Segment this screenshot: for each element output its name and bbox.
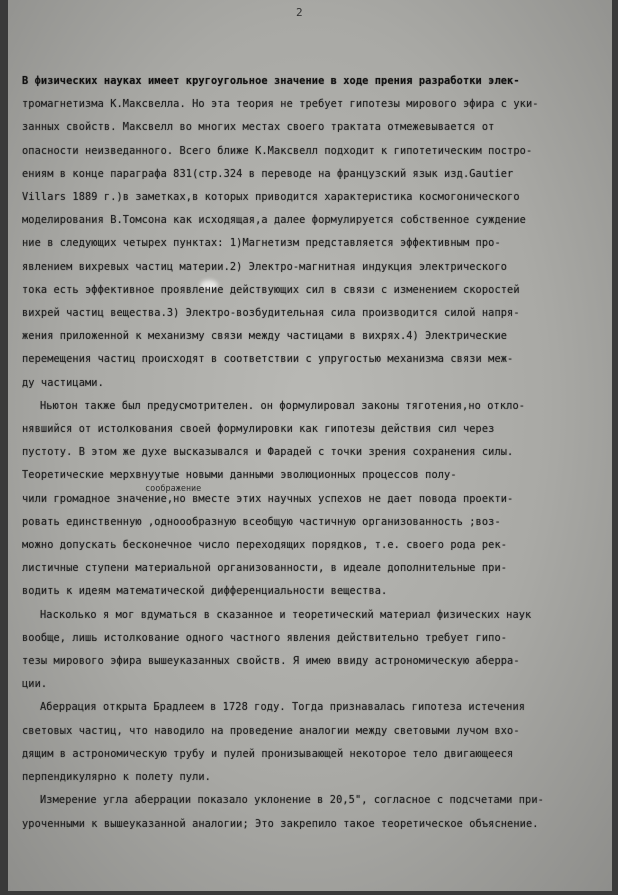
text-line: тезы мирового эфира вышеуказанных свойств. Я имею ввиду астрономическую аберра-	[22, 655, 520, 668]
scan-edge-right	[612, 0, 618, 895]
text-line: Теоретические мерхвнуутые новыми данными эволюционных процессов полу-	[22, 469, 457, 482]
text-line: ции.	[22, 678, 48, 691]
text-line: дящим в астрономическую трубу и пулей пронизывающей некоторое тело двигающееся	[22, 747, 514, 760]
text-line: ду частицами.	[22, 376, 104, 389]
text-line: ние в следующих четырех пунктах: 1)Магнетизм представляется эффективным про-	[22, 237, 501, 250]
text-line: водить к идеям математической дифференциальности вещества.	[22, 585, 388, 598]
text-line: нявшийся от истолкования своей формулировки как гипотезы действия сил через	[22, 423, 495, 436]
text-line: чили громадное значение,но вместе этих научных успехов не дает повода проекти-	[22, 492, 514, 505]
text-line: световых частиц, что наводило на проведение аналогии между световыми лучом вхо-	[22, 724, 520, 737]
scan-edge-bottom	[0, 891, 618, 895]
text-line: перемещения частиц происходят в соответствии с упругостью механизма связи меж-	[22, 353, 514, 366]
text-line: уроченными к вышеуказанной аналогии; Это закрепило такое теоретическое объяснение.	[22, 817, 539, 830]
text-line: Ньютон также был предусмотрителен. он формулировал законы тяготения,но откло-	[40, 399, 526, 412]
text-line: тромагнетизма К.Максвелла. Но эта теория не требует гипотезы мирового эфира с уки-	[22, 98, 539, 111]
text-line: тока есть эффективное проявление действующих сил в связи с изменением скоростей	[22, 283, 520, 296]
text-line: можно допускать бесконечное число переходящих порядков, т.е. своего рода рек-	[22, 539, 508, 552]
text-line: вообще, лишь истолкование одного частного явления действительно требует гипо-	[22, 631, 508, 644]
text-line: листичные ступени материальной организованности, в идеале дополнительные при-	[22, 562, 508, 575]
handwritten-insertion: соображениe	[145, 484, 202, 494]
text-line: опасности неизведанного. Всего ближе К.Максвелл подходит к гипотетическим постро-	[22, 144, 533, 157]
text-line: явлением вихревых частиц материи.2) Электро-магнитная индукция электрического	[22, 260, 508, 273]
text-line: В физических науках имеет кругоугольное значение в ходе прения разработки элек-	[22, 75, 520, 87]
scan-edge-left	[0, 0, 8, 895]
text-line: ениям в конце параграфа 831(стр.324 в переводе на французский язык изд.Gautier	[22, 167, 514, 180]
text-line: ровать единственную ,одноообразную всеобщую частичную организованность ;воз-	[22, 515, 501, 528]
text-line: Измерение угла аберрации показало уклонение в 20,5", согласное с подсчетами при-	[40, 794, 544, 807]
text-line: Насколько я мог вдуматься в сказанное и теоретический материал физических наук	[40, 608, 532, 621]
text-line: Аберрация открыта Брадлеем в 1728 году. Тогда признавалась гипотеза истечения	[40, 701, 526, 714]
page-number: 2	[296, 6, 303, 19]
text-line: Villars 1889 г.)в заметках,в которых приводится характеристика космогонического	[22, 191, 520, 204]
text-line: занных свойств. Максвелл во многих местах своего трактата отмежевывается от	[22, 121, 495, 134]
text-line: моделирования В.Томсона как исходящая,а далее формулируется собственное суждение	[22, 214, 526, 227]
text-line: пустоту. В этом же духе высказывался и Фарадей с точки зрения сохранения силы.	[22, 446, 514, 459]
typed-text-body	[22, 70, 604, 836]
text-line: жения приложенной к механизму связи между частицами в вихрях.4) Электрические	[22, 330, 508, 343]
text-line: вихрей частиц вещества.3) Электро-возбудительная сила производится силой напря-	[22, 307, 520, 320]
text-line: перпендикулярно к полету пули.	[22, 771, 211, 784]
